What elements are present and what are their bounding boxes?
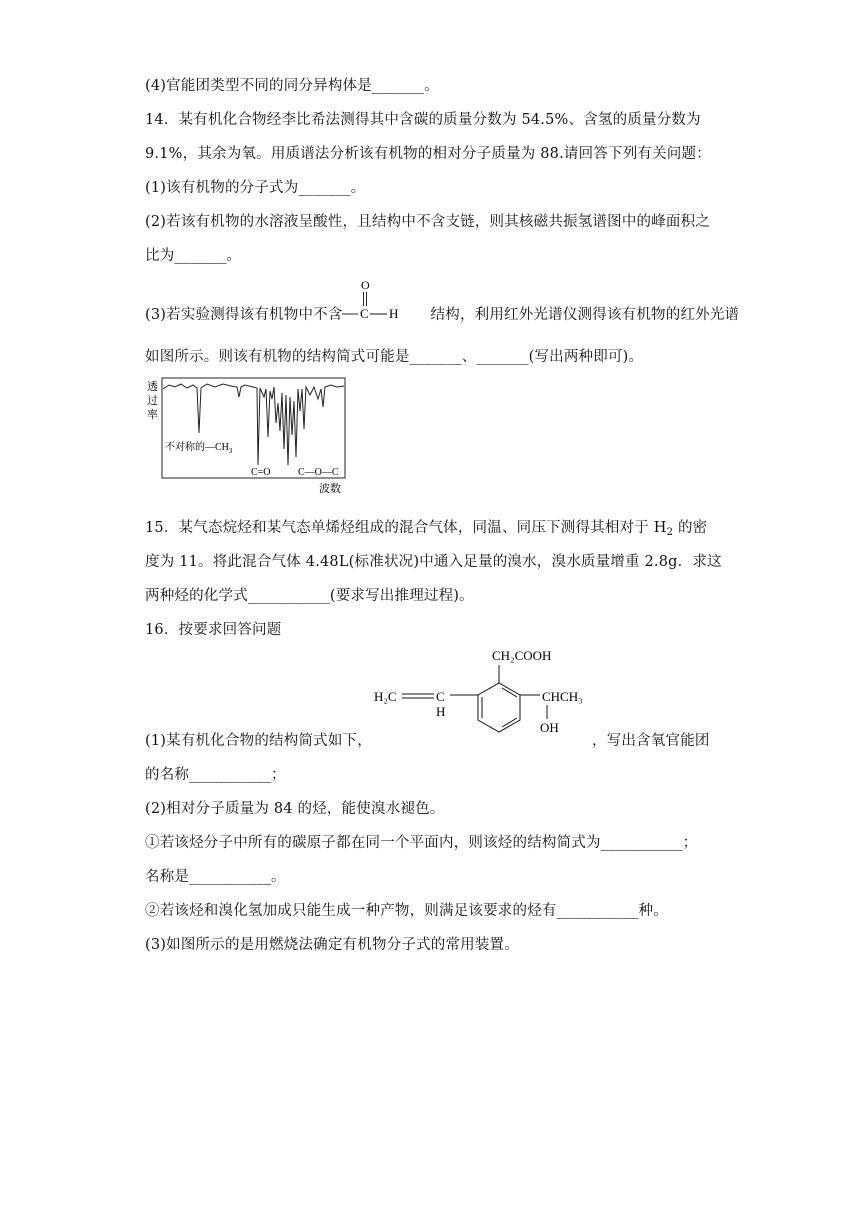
q13-part4: (4)官能团类型不同的同分异构体是_______。 bbox=[145, 78, 439, 94]
q14-part2-line1: (2)若该有机物的水溶液呈酸性，且结构中不含支链，则其核磁共振氢谱图中的峰面积之 bbox=[145, 214, 711, 230]
ylabel-char-1: 透 bbox=[147, 381, 158, 393]
atom-c: C bbox=[436, 689, 445, 704]
q16-part3: (3)如图所示的是用燃烧法确定有机物分子式的常用装置。 bbox=[145, 937, 519, 953]
atom-h: H bbox=[436, 704, 446, 719]
q16-part2-2: ②若该烃和溴化氢加成只能生成一种产物，则满足该要求的烃有___________种。 bbox=[145, 903, 668, 919]
annotation-ch3: 不对称的$—CH_3$ bbox=[165, 442, 233, 455]
group-oh: OH bbox=[540, 720, 559, 735]
q15-h2-subscript: 2 bbox=[666, 527, 674, 538]
fragment-c: C bbox=[360, 306, 369, 321]
spectrum-frame bbox=[162, 378, 345, 478]
q14-part2-line2: 比为_______。 bbox=[145, 248, 242, 264]
annotation-coc: C—O—C bbox=[298, 467, 339, 478]
q15-line1: 15．某气态烷烃和某气态单烯烃组成的混合气体，同温、同压下测得其相对于 $H_2$ 的密 bbox=[145, 520, 708, 538]
q16-heading: 16．按要求回答问题 bbox=[145, 622, 282, 638]
q14-part3-text-before: (3)若实验测得该有机物中不含 bbox=[145, 307, 343, 323]
aldehyde-fragment-diagram bbox=[338, 276, 426, 324]
group-h2c: H₂C bbox=[374, 689, 397, 704]
q16-part2-1-line2: 名称是___________。 bbox=[145, 869, 286, 885]
ylabel-char-2: 过 bbox=[147, 395, 158, 407]
q16-part1-line1: (1)某有机化合物的结构简式如下， bbox=[145, 733, 372, 749]
q16-part1-line2: 的名称___________； bbox=[145, 767, 286, 783]
q14-part3-text-after: 结构，利用红外光谱仪测得该有机物的红外光谱 bbox=[430, 307, 740, 323]
ir-spectrum-figure bbox=[145, 375, 357, 497]
annotation-co: C=O bbox=[251, 467, 271, 478]
q14-line1: 14．某有机化合物经李比希法测得其中含碳的质量分数为 54.5%、含氢的质量分数为 bbox=[145, 112, 701, 128]
q16-part2: (2)相对分子质量为 84 的烃，能使溴水褪色。 bbox=[145, 801, 445, 817]
xlabel: 波数 bbox=[319, 483, 341, 495]
q14-line2: 9.1%，其余为氧。用质谱法分析该有机物的相对分子质量为 88.请回答下列有关问题： bbox=[145, 146, 711, 162]
group-ch2cooh: CH₂COOH bbox=[492, 648, 552, 663]
ylabel-char-3: 率 bbox=[147, 409, 158, 421]
fragment-o: O bbox=[361, 278, 370, 292]
q15-line3: 两种烃的化学式___________(要求写出推理过程)。 bbox=[145, 588, 474, 604]
q16-part1-line1-end: ，写出含氧官能团 bbox=[592, 733, 710, 749]
group-chch3: CHCH₃ bbox=[542, 689, 583, 704]
q14-part3-line2: 如图所示。则该有机物的结构简式可能是_______、_______(写出两种即可)。 bbox=[145, 349, 644, 365]
q14-part3-line1 bbox=[145, 303, 739, 324]
benzene-ring bbox=[478, 683, 520, 732]
q14-part1: (1)该有机物的分子式为_______。 bbox=[145, 180, 366, 196]
q15-line2: 度为 11。将此混合气体 4.48L(标准状况)中通入足量的溴水，溴水质量增重 2.8g．求这 bbox=[145, 554, 722, 570]
q16-part2-1-line1: ①若该烃分子中所有的碳原子都在同一个平面内，则该烃的结构简式为___________； bbox=[145, 835, 698, 851]
fragment-h: H bbox=[389, 306, 399, 321]
compound-structure bbox=[368, 643, 598, 743]
